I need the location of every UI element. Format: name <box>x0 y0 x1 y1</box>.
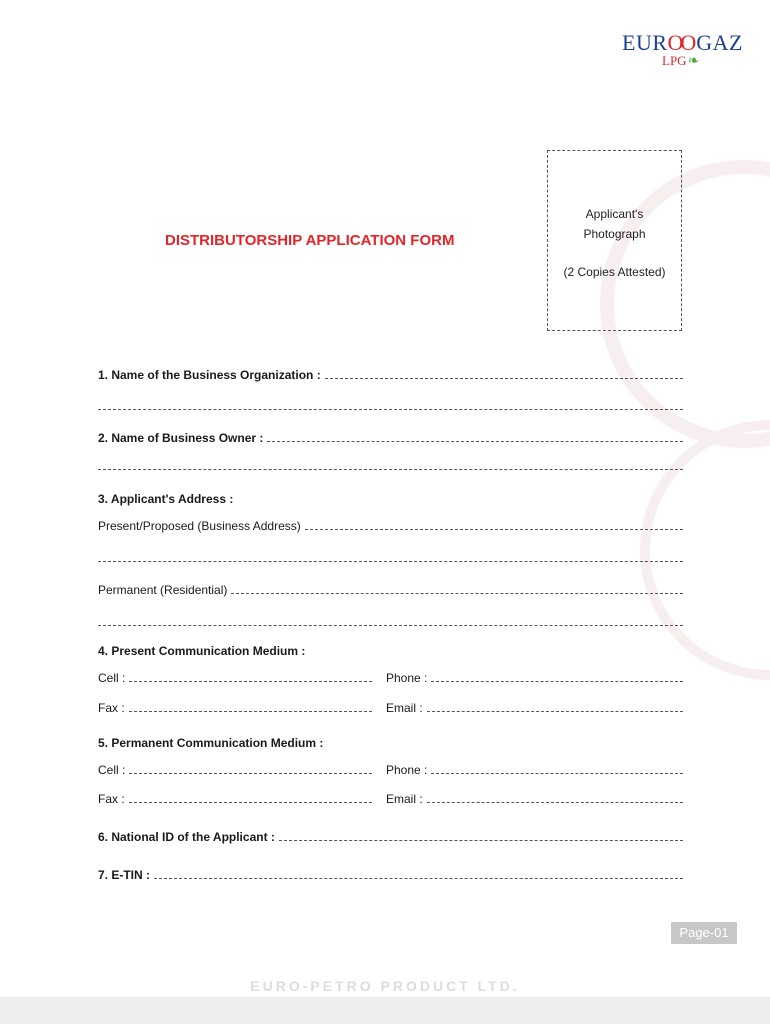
permanent-email-row <box>386 788 683 806</box>
permanent-fax-field[interactable] <box>129 802 372 803</box>
permanent-cell-field[interactable] <box>129 773 372 774</box>
business-owner-row <box>98 427 683 445</box>
etin-label: 7. E-TIN : <box>98 868 151 882</box>
present-address-line-2[interactable] <box>98 561 683 562</box>
permanent-address-line-2[interactable] <box>98 625 683 626</box>
etin-row <box>98 864 683 882</box>
logo-text-mid: OO <box>667 30 694 55</box>
national-id-row <box>98 826 683 844</box>
business-owner-label: 2. Name of Business Owner : <box>98 431 264 445</box>
permanent-phone-row <box>386 759 683 777</box>
present-email-field[interactable] <box>427 711 683 712</box>
logo-subtitle <box>662 53 699 70</box>
present-phone-field[interactable] <box>431 681 683 682</box>
photo-label-line2: Photograph <box>583 227 646 241</box>
logo-text-post: GAZ <box>696 30 743 55</box>
leaf-icon: ❧ <box>687 54 700 69</box>
permanent-address-field[interactable] <box>231 593 683 594</box>
present-email-label: Email : <box>386 701 423 715</box>
present-address-field[interactable] <box>305 529 683 530</box>
present-comm-heading: 4. Present Communication Medium : <box>98 644 306 658</box>
permanent-cell-label: Cell : <box>98 763 126 777</box>
business-org-row <box>98 364 683 382</box>
photo-placeholder <box>547 150 682 331</box>
business-org-line-2[interactable] <box>98 409 683 410</box>
watermark-ring <box>640 420 770 680</box>
permanent-phone-label: Phone : <box>386 763 428 777</box>
present-phone-label: Phone : <box>386 671 428 685</box>
present-address-label: Present/Proposed (Business Address) <box>98 519 301 533</box>
permanent-email-field[interactable] <box>427 802 683 803</box>
logo-text-pre: EUR <box>622 30 668 55</box>
present-cell-row <box>98 667 372 685</box>
present-phone-row <box>386 667 683 685</box>
footer-company-name: EURO-PETRO PRODUCT LTD. <box>250 978 520 994</box>
address-heading: 3. Applicant's Address : <box>98 492 234 506</box>
permanent-address-row <box>98 579 683 597</box>
permanent-email-label: Email : <box>386 792 423 806</box>
permanent-fax-row <box>98 788 372 806</box>
etin-field[interactable] <box>154 878 683 879</box>
present-address-row <box>98 515 683 533</box>
permanent-address-label: Permanent (Residential) <box>98 583 228 597</box>
permanent-comm-heading: 5. Permanent Communication Medium : <box>98 736 324 750</box>
page-number-badge: Page-01 <box>671 922 737 944</box>
permanent-phone-field[interactable] <box>431 773 683 774</box>
national-id-label: 6. National ID of the Applicant : <box>98 830 275 844</box>
business-owner-field[interactable] <box>267 441 683 442</box>
permanent-fax-label: Fax : <box>98 792 125 806</box>
national-id-field[interactable] <box>279 840 683 841</box>
present-cell-field[interactable] <box>129 681 372 682</box>
permanent-cell-row <box>98 759 372 777</box>
present-email-row <box>386 697 683 715</box>
footer-band <box>0 997 770 1024</box>
photo-label-line1: Applicant's <box>585 207 644 221</box>
business-org-field[interactable] <box>325 378 683 379</box>
photo-label-line3: (2 Copies Attested) <box>563 265 666 279</box>
form-title: DISTRIBUTORSHIP APPLICATION FORM <box>165 232 455 249</box>
present-fax-row <box>98 697 372 715</box>
logo-sub-text: LPG <box>662 53 687 68</box>
present-cell-label: Cell : <box>98 671 126 685</box>
present-fax-field[interactable] <box>129 711 372 712</box>
present-fax-label: Fax : <box>98 701 125 715</box>
business-owner-line-2[interactable] <box>98 469 683 470</box>
business-org-label: 1. Name of the Business Organization : <box>98 368 321 382</box>
